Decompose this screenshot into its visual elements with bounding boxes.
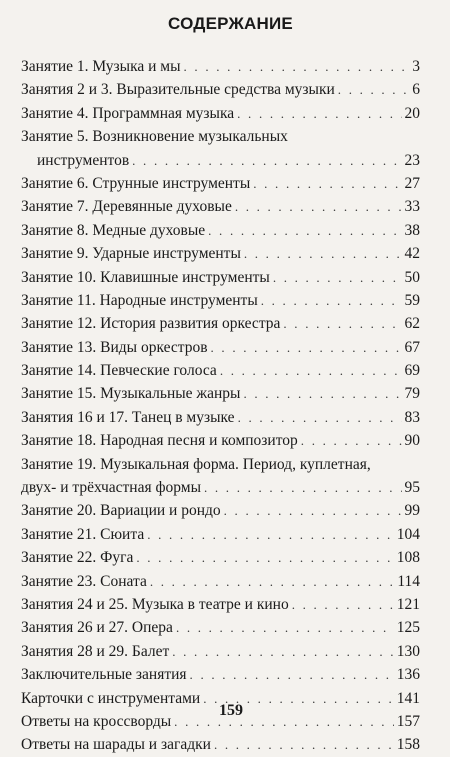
dot-leader [301,429,402,452]
dot-leader [224,499,402,522]
toc-entry-title: Занятие 6. Струнные инструменты [21,174,251,192]
toc-entry-title: Занятия 2 и 3. Выразительные средства музыки [21,81,335,99]
table-of-contents [21,55,420,757]
dot-leader [211,336,402,359]
toc-entry-title: инструментов [37,151,130,169]
toc-entry-title: Занятие 12. История развития оркестра [21,315,281,333]
toc-entry [21,382,420,405]
toc-entry [21,172,420,195]
dot-leader [204,476,402,499]
toc-entry-title: Занятие 11. Народные инструменты [21,291,258,309]
dot-leader [338,78,409,101]
toc-entry-title: Занятия 26 и 27. Опера [21,619,173,637]
dot-leader [235,195,402,218]
dot-leader [237,102,401,125]
dot-leader [292,593,394,616]
toc-entry-title: Карточки с инструментами [21,689,201,707]
toc-entry-title: Занятие 20. Вариации и рондо [21,502,221,520]
toc-entry-title: Занятие 9. Ударные инструменты [21,245,241,263]
toc-entry-title: двух- и трёхчастная формы [21,479,201,497]
toc-entry-page: 69 [404,362,420,380]
toc-entry-title-line-1: Занятие 5. Возникновение музыкальных [21,128,288,146]
toc-entry-page: 125 [396,619,420,637]
toc-entry-title: Занятие 1. Музыка и мы [21,58,181,75]
toc-entry-title: Заключительные занятия [21,666,187,684]
toc-entry-title: Занятие 13. Виды оркестров [21,338,208,356]
dot-leader [273,266,402,289]
toc-entry-title: Занятие 14. Певческие голоса [21,362,217,380]
toc-entry [21,406,420,429]
toc-entry-title: Занятия 16 и 17. Танец в музыке [21,408,235,426]
dot-leader [147,523,394,546]
toc-entry-page: 104 [396,525,420,543]
toc-entry-page: 114 [397,572,420,590]
toc-entry-page: 90 [404,432,420,450]
toc-entry [21,570,420,593]
toc-entry-title: Занятие 15. Музыкальные жанры [21,385,241,403]
dot-leader [132,149,401,172]
toc-entry [21,78,420,101]
dot-leader [220,359,402,382]
toc-entry [21,429,420,452]
toc-entry-page: 157 [396,712,420,730]
toc-entry-page: 121 [396,595,420,613]
dot-leader [261,289,402,312]
toc-entry-page: 67 [404,338,420,356]
toc-entry-page: 6 [412,81,420,99]
dot-leader [244,242,402,265]
dot-leader [150,570,394,593]
toc-entry [21,242,420,265]
toc-entry-page: 20 [404,104,420,122]
toc-entry-page: 158 [396,736,420,754]
toc-entry [21,266,420,289]
toc-entry [21,336,420,359]
toc-entry [21,289,420,312]
toc-entry-title: Занятие 18. Народная песня и композитор [21,432,298,450]
toc-entry-page: 83 [404,408,420,426]
toc-entry [21,195,420,218]
dot-leader [176,616,394,639]
toc-entry-title: Занятие 21. Сюита [21,525,145,543]
toc-entry [21,499,420,522]
dot-leader [172,640,394,663]
toc-entry-title: Занятие 10. Клавишные инструменты [21,268,270,286]
toc-entry-page: 42 [404,245,420,263]
toc-entry-page: 99 [404,502,420,520]
toc-entry-page: 50 [404,268,420,286]
dot-leader [253,172,401,195]
toc-entry-page: 27 [404,174,420,192]
toc-entry-page: 62 [404,315,420,333]
toc-entry-title: Занятие 8. Медные духовые [21,221,206,239]
dot-leader [184,55,410,78]
toc-entry [21,593,420,616]
dot-leader [238,406,402,429]
toc-entry-title: Занятие 22. Фуга [21,549,134,567]
toc-entry-page: 59 [404,291,420,309]
toc-entry [21,219,420,242]
toc-entry [21,453,420,500]
toc-entry [21,616,420,639]
toc-entry-title: Ответы на шарады и загадки [21,736,211,754]
toc-entry-title: Занятие 23. Соната [21,572,147,590]
toc-entry-page: 130 [396,642,420,660]
toc-entry [21,663,420,686]
toc-entry-page: 141 [396,689,420,707]
toc-entry [21,312,420,335]
toc-entry-page: 108 [396,549,420,567]
page-number: 159 [219,702,243,719]
toc-entry-title: Занятие 7. Деревянные духовые [21,198,232,216]
toc-entry-page: 33 [404,198,420,216]
toc-entry [21,523,420,546]
toc-entry [21,102,420,125]
toc-entry-title: Ответы на кроссворды [21,712,172,730]
toc-entry-title-line-1: Занятие 19. Музыкальная форма. Период, куплетная, [21,455,371,473]
toc-entry-title: Занятия 28 и 29. Балет [21,642,170,660]
dot-leader [243,382,401,405]
toc-entry-page: 23 [404,151,420,169]
dot-leader [208,219,401,242]
dot-leader [136,546,393,569]
dot-leader [283,312,401,335]
toc-entry [21,640,420,663]
toc-entry-title: Занятия 24 и 25. Музыка в театре и кино [21,595,289,613]
toc-entry-title: Занятие 4. Программная музыка [21,104,235,122]
toc-entry [21,546,420,569]
toc-entry-page: 95 [404,479,420,497]
toc-entry-page: 136 [396,666,420,684]
toc-entry [21,55,420,78]
page-title: СОДЕРЖАНИЕ [168,14,293,33]
dot-leader [190,663,394,686]
toc-entry-page: 38 [404,221,420,239]
toc-entry-page: 3 [412,58,420,75]
toc-entry-page: 79 [404,385,420,403]
toc-entry [21,359,420,382]
toc-entry [21,125,420,172]
